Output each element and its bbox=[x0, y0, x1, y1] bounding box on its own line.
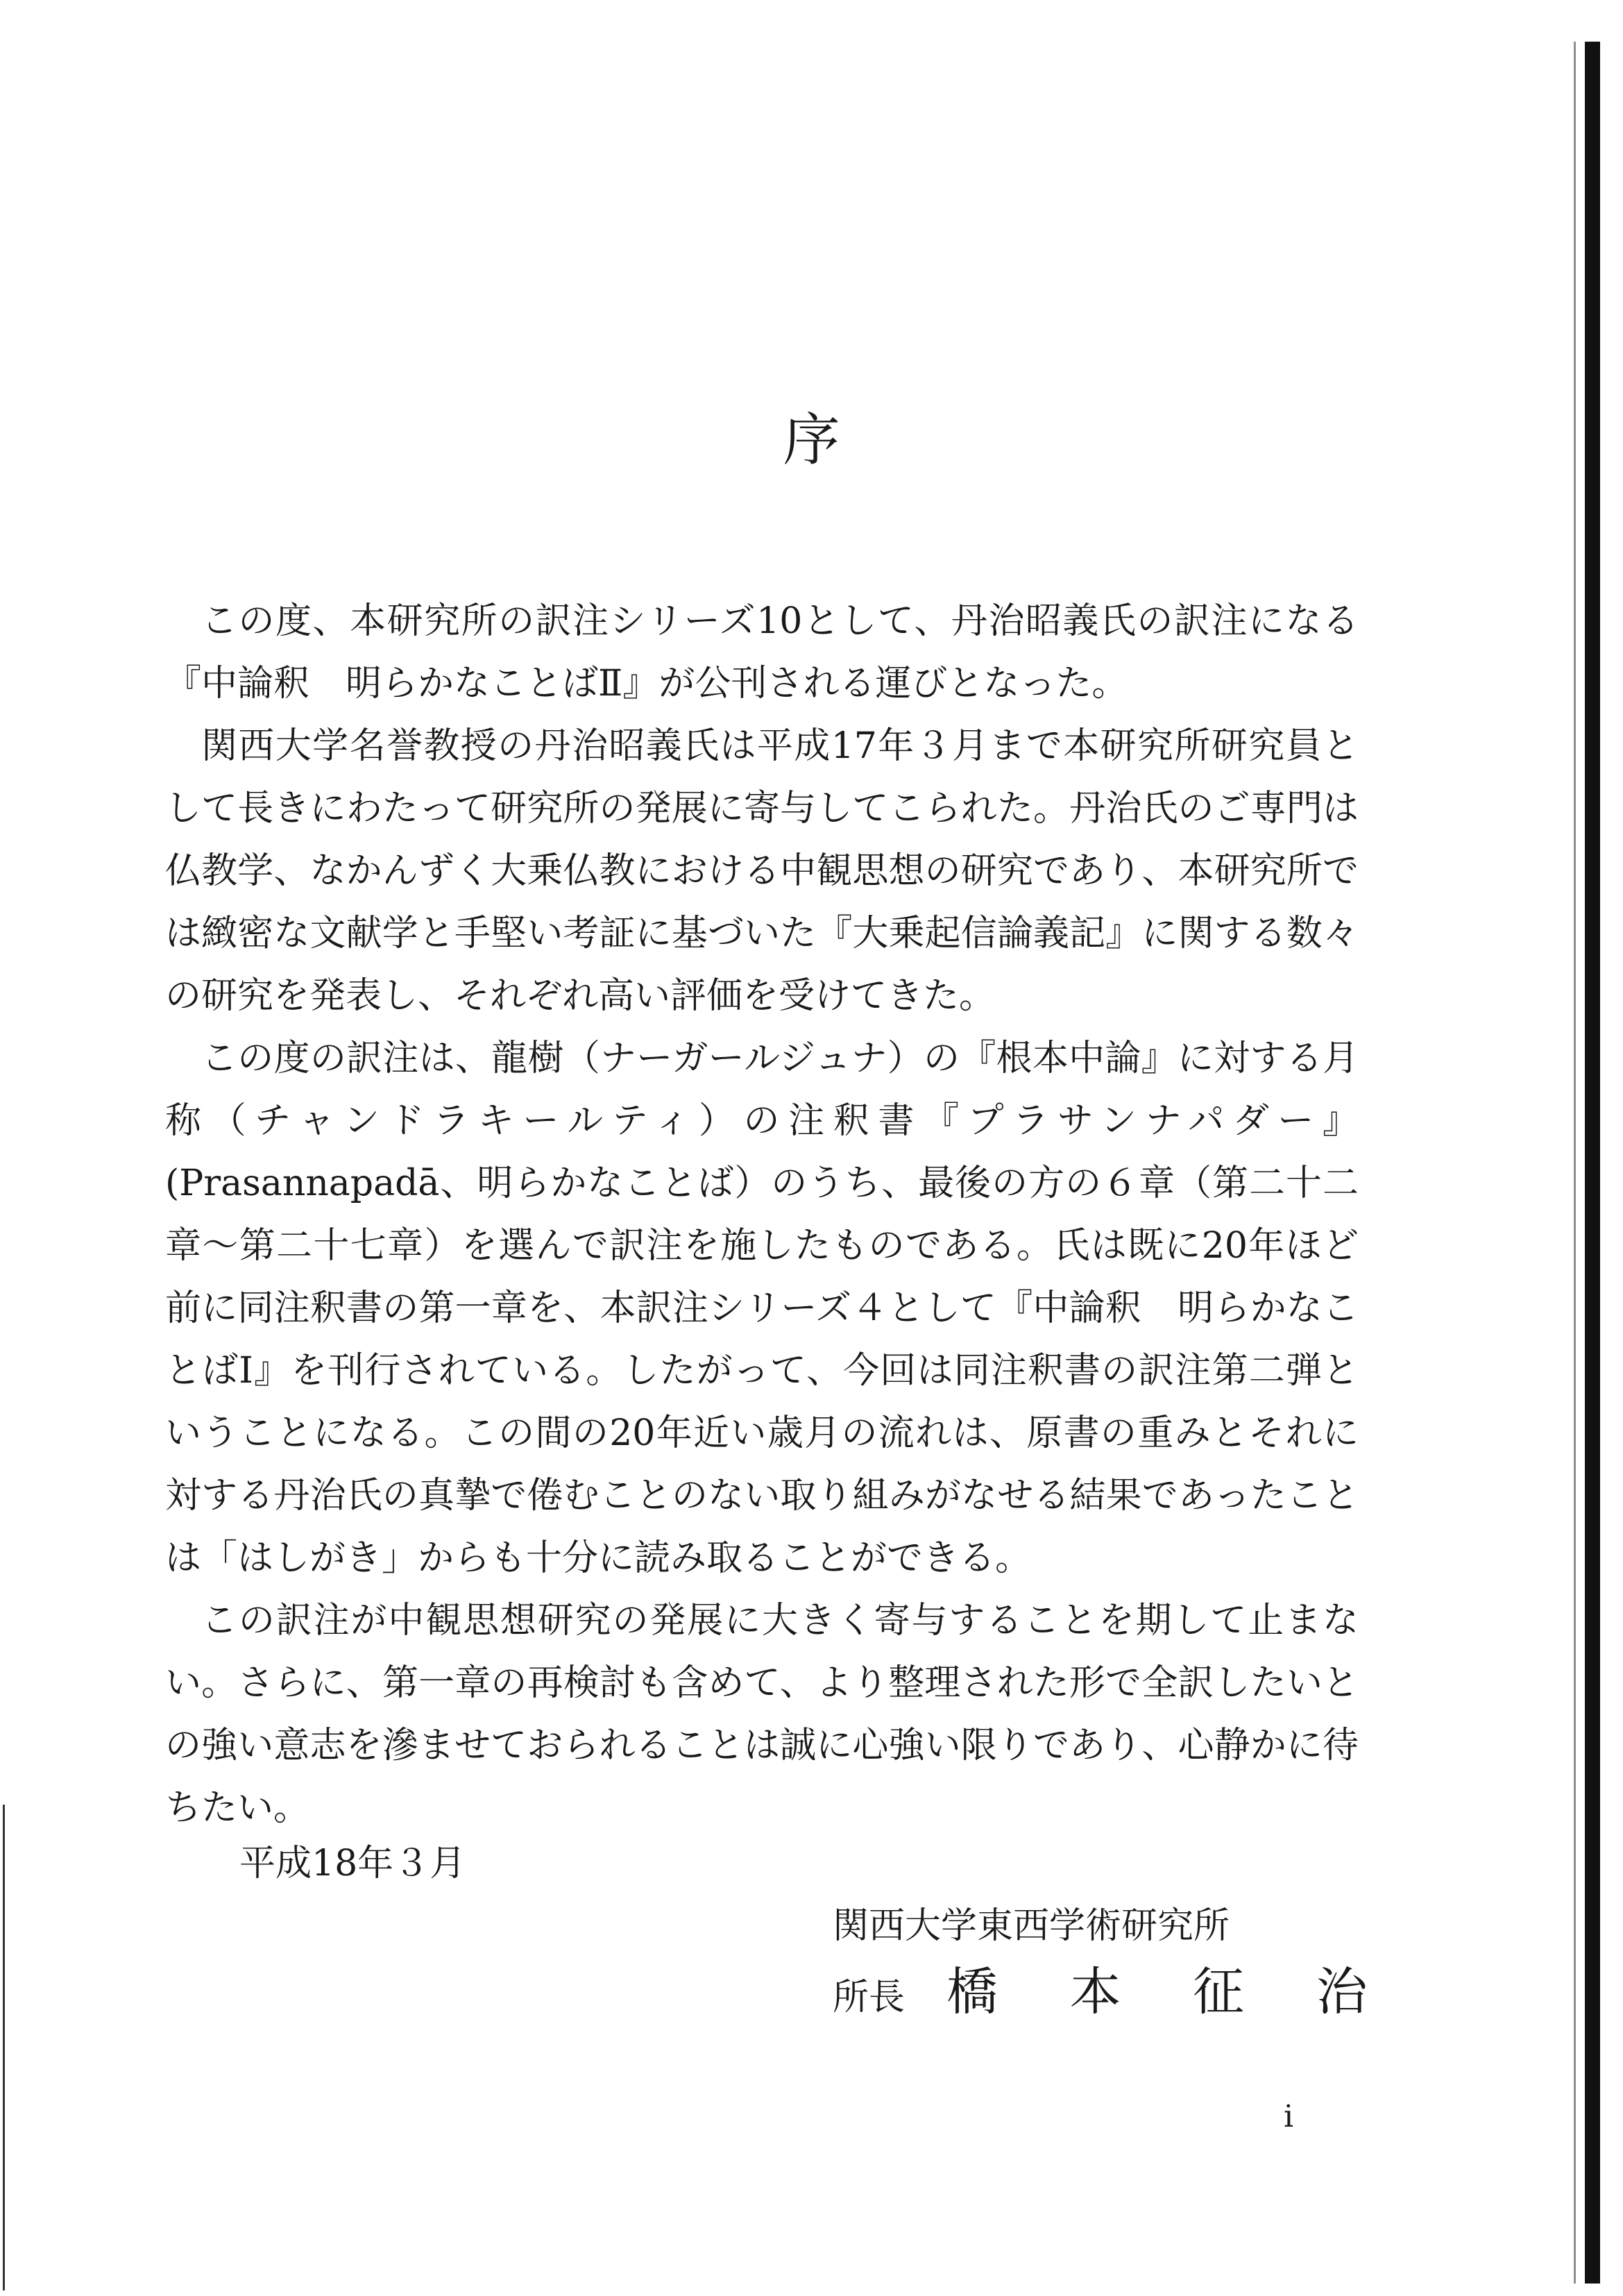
signature-role: 所長 bbox=[833, 1977, 906, 2018]
scan-edge-left-line bbox=[3, 1805, 5, 2290]
paragraph-2: 関西大学名誉教授の丹治昭義氏は平成17年３月まで本研究所研究員として長きにわたって研究所の発展に寄与してこられた。丹治氏のご専門は仏教学、なかんずく大乗仏教における中観思想の研究であり、本研究所では緻密な文献学と手堅い考証に基づいた『大乗起信論義記』に関する数々の研究を発表し、それぞれ高い評価を受けてきた。 bbox=[165, 725, 1359, 1017]
signature-name: 橋 本 征 治 bbox=[946, 1962, 1395, 2022]
signature-line bbox=[833, 1954, 1395, 2036]
scan-edge-line bbox=[1574, 42, 1576, 2284]
scan-edge-shadow bbox=[1585, 42, 1600, 2284]
page-number: i bbox=[1284, 2099, 1294, 2134]
paragraph-4: この訳注が中観思想研究の発展に大きく寄与することを期して止まない。さらに、第一章の再検討も含めて、より整理された形で全訳したいとの強い意志を滲ませておられることは誠に心強い限りであり、心静かに待ちたい。 bbox=[165, 1600, 1359, 1829]
date-line: 平成18年３月 bbox=[239, 1843, 466, 1884]
preface-body bbox=[165, 590, 1359, 1839]
institution-name: 関西大学東西学術研究所 bbox=[833, 1905, 1230, 1947]
page-title: 序 bbox=[783, 407, 840, 473]
paragraph-3: この度の訳注は、龍樹（ナーガールジュナ）の『根本中論』に対する月称（チャンドラキールティ）の注釈書『プラサンナパダー』(Prasannapadā、明らかなことば）のうち、最後の方の６章（第二十二章～第二十七章）を選んで訳注を施したものである。氏は既に20年ほど前に同注釈書の第一章を、本訳注シリーズ４として『中論釈 明らかなことばⅠ』を刊行されている。したがって、今回は同注釈書の訳注第二弾ということになる。この間の20年近い歳月の流れは、原書の重みとそれに対する丹治氏の真摯で倦むことのない取り組みがなせる結果であったことは「はしがき」からも十分に読み取ることができる。 bbox=[165, 1038, 1359, 1579]
paragraph-1: この度、本研究所の訳注シリーズ10として、丹治昭義氏の訳注になる『中論釈 明らかなことばⅡ』が公刊される運びとなった。 bbox=[165, 600, 1359, 704]
